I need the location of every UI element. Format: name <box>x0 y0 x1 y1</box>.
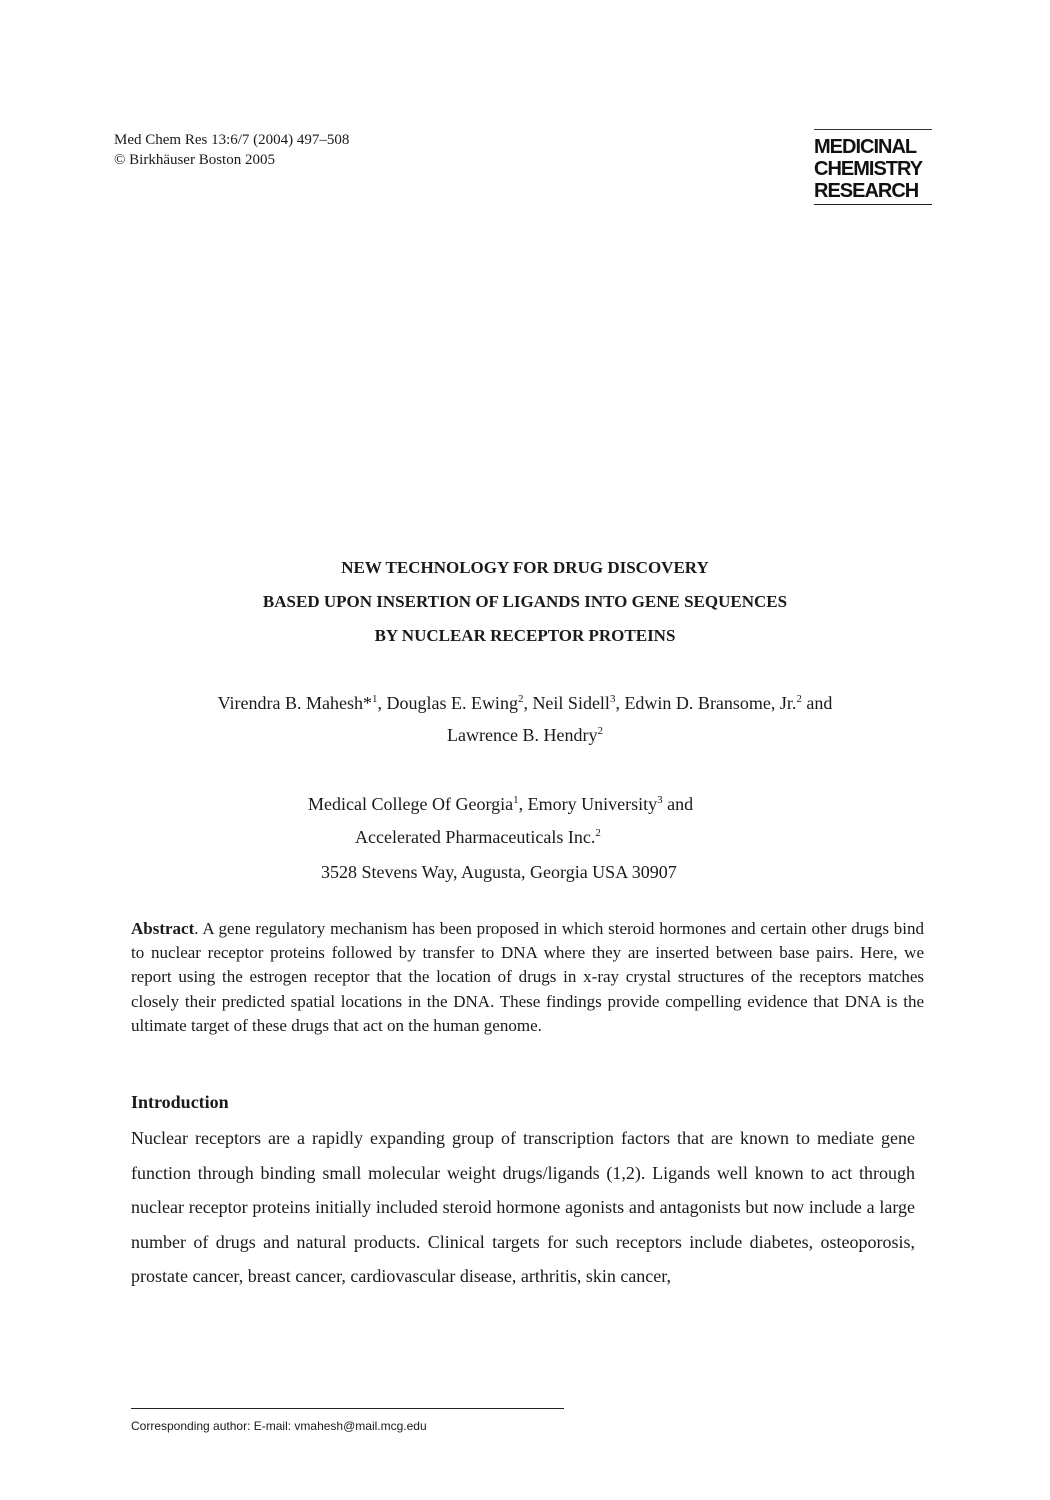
author-affiliation-mark: 2 <box>517 693 524 705</box>
title-line-1: NEW TECHNOLOGY FOR DRUG DISCOVERY <box>341 558 709 577</box>
introduction-heading: Introduction <box>131 1092 229 1112</box>
institution-name: Accelerated Pharmaceuticals Inc. <box>355 827 596 847</box>
copyright-line: © Birkhäuser Boston 2005 <box>114 152 275 168</box>
author-affiliation-mark: 1 <box>371 693 378 705</box>
affiliation-address: 3528 Stevens Way, Augusta, Georgia USA 30907 <box>321 862 677 882</box>
abstract-text: . A gene regulatory mechanism has been proposed in which steroid hormones and certain other drugs bind to nuclear receptor proteins followed by transfer to DNA where they are inserted between base pairs. Here, we report using the estrogen receptor that the location of drugs in x-ray crystal structures of the receptors matches closely their predicted spatial locations in the DNA. These findings provide compelling evidence that DNA is the ultimate target of these drugs that act on the human genome. <box>131 919 924 1035</box>
institution-mark: 3 <box>657 794 663 806</box>
author-separator: , <box>377 693 387 713</box>
author-line-2 <box>0 719 1050 751</box>
institution-mark: 2 <box>595 827 601 839</box>
introduction-body: Nuclear receptors are a rapidly expanding group of transcription factors that are known to mediate gene function through binding small molecular weight drugs/ligands (1,2). Ligands well known to act through nuclear receptor proteins initially included steroid hormone agonists and antagonists but now include a large number of drugs and natural products. Clinical targets for such receptors include diabetes, osteoporosis, prostate cancer, breast cancer, cardiovascular disease, arthritis, skin cancer, <box>131 1128 915 1287</box>
institution-separator: and <box>662 794 694 814</box>
author-list <box>0 687 1050 751</box>
abstract-paragraph <box>131 917 924 1038</box>
author-separator: and <box>801 693 833 713</box>
paper-title <box>0 551 1050 653</box>
logo-line-3: RESEARCH <box>814 180 919 202</box>
institution-separator: , <box>518 794 528 814</box>
author-name: Neil Sidell <box>532 693 610 713</box>
title-line-2: BASED UPON INSERTION OF LIGANDS INTO GENE SEQUENCES <box>262 592 788 611</box>
author-affiliation-mark: 3 <box>609 693 616 705</box>
corresponding-author-footnote: Corresponding author: E-mail: vmahesh@mail.mcg.edu <box>131 1419 427 1433</box>
affiliation-line-2 <box>355 825 601 849</box>
title-line-3: BY NUCLEAR RECEPTOR PROTEINS <box>374 626 676 645</box>
abstract-label: Abstract <box>131 919 195 938</box>
institution-name: Medical College Of Georgia <box>308 794 514 814</box>
author-name: Virendra B. Mahesh* <box>217 693 372 713</box>
citation-block <box>114 130 349 170</box>
logo-line-2: CHEMISTRY <box>814 158 923 180</box>
affiliation-line-1 <box>308 792 693 816</box>
author-affiliation-mark: 2 <box>796 693 802 705</box>
author-name: Lawrence B. Hendry <box>447 725 598 745</box>
author-separator: , <box>523 693 533 713</box>
logo-top-rule <box>814 129 932 130</box>
logo-line-1: MEDICINAL <box>814 136 917 158</box>
footnote-divider <box>131 1408 564 1409</box>
institution-mark: 1 <box>513 794 519 806</box>
logo-bottom-rule <box>814 204 932 205</box>
citation-line: Med Chem Res 13:6/7 (2004) 497–508 <box>114 132 350 148</box>
institution-name: Emory University <box>527 794 658 814</box>
author-name: Douglas E. Ewing <box>386 693 518 713</box>
journal-logo <box>814 129 932 205</box>
author-affiliation-mark: 2 <box>597 725 603 737</box>
author-separator: , <box>615 693 625 713</box>
author-name: Edwin D. Bransome, Jr. <box>624 693 797 713</box>
author-line-1 <box>0 687 1050 719</box>
